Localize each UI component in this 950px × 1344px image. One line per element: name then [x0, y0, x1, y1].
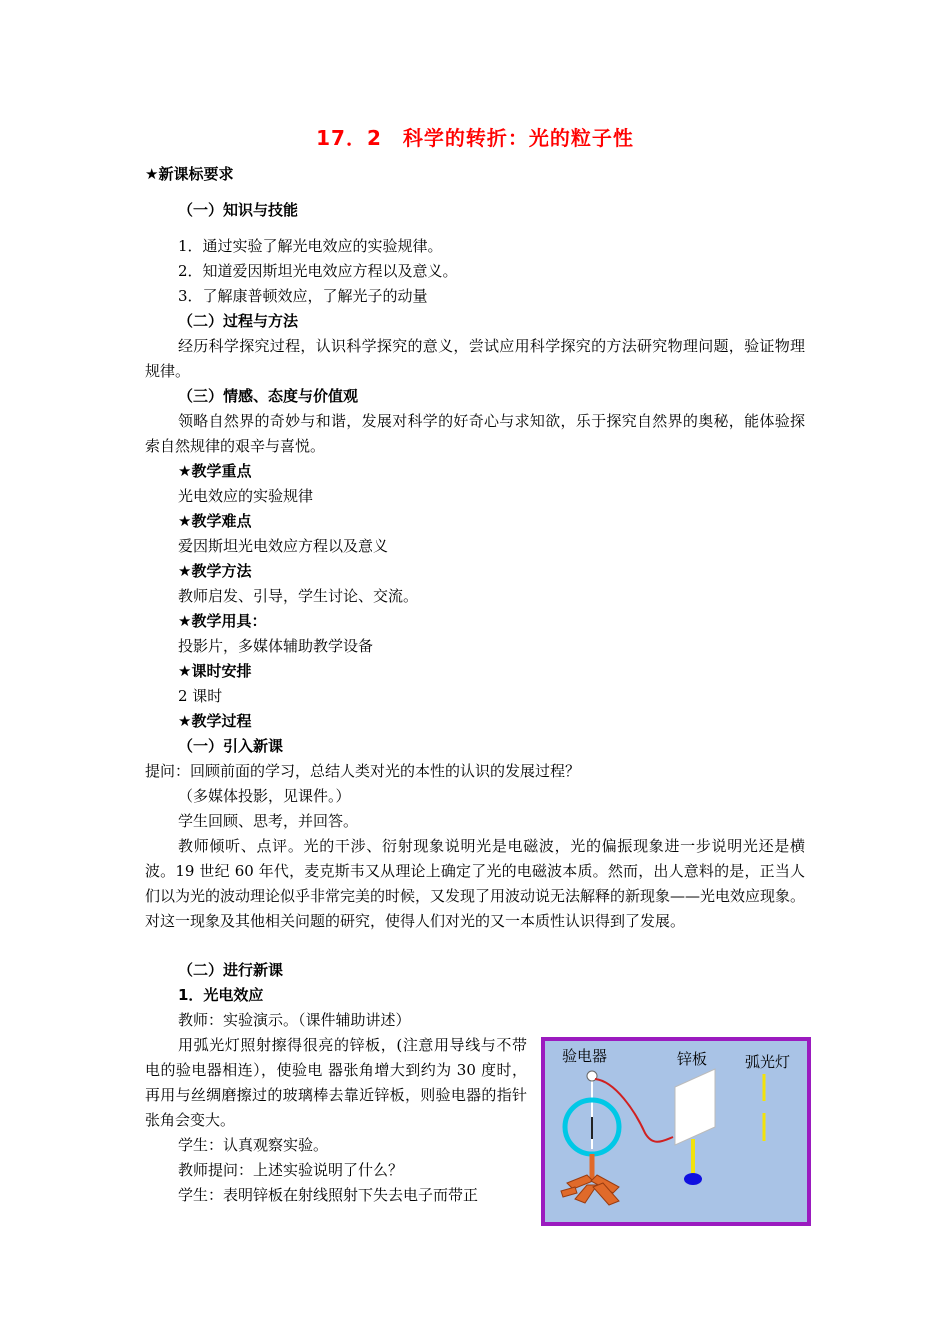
key-point-heading: ★教学重点: [178, 462, 252, 480]
emotion-text: 领略自然界的奇妙与和谐，发展对科学的好奇心与求知欲，乐于探究自然界的奥秘，能体验探索自然规律的艰辛与喜悦。: [145, 412, 805, 455]
intro-note: （多媒体投影，见课件。）: [178, 787, 351, 805]
label-zinc-plate: 锌板: [677, 1050, 708, 1068]
key-point-text: 光电效应的实验规律: [178, 487, 314, 505]
section-new-curriculum: ★新课标要求: [145, 165, 234, 183]
intro-question: 提问：回顾前面的学习，总结人类对光的本性的认识的发展过程？: [145, 762, 581, 780]
student-observe: 学生：认真观察实验。: [178, 1136, 329, 1154]
teacher-ask: 教师提问：上述实验说明了什么？: [178, 1161, 404, 1179]
difficulty-heading: ★教学难点: [178, 512, 252, 530]
method-heading: ★教学方法: [178, 562, 252, 580]
label-electroscope: 验电器: [562, 1047, 608, 1065]
emotion-heading: （三）情感、态度与价值观: [178, 387, 359, 405]
connecting-wire: [595, 1079, 673, 1142]
knowledge-item: 2．知道爱因斯坦光电效应方程以及意义。: [178, 262, 458, 280]
process-heading: （二）过程与方法: [178, 312, 299, 330]
apparatus-drawing: [545, 1041, 807, 1222]
label-arc-lamp: 弧光灯: [745, 1053, 791, 1071]
photoelectric-heading: 1．光电效应: [178, 986, 264, 1004]
page-title: 17．2 科学的转折：光的粒子性: [316, 126, 634, 150]
process-text: 经历科学探究过程，认识科学探究的意义，尝试应用科学探究的方法研究物理问题，验证物理规律。: [145, 337, 805, 380]
zinc-plate: [675, 1069, 715, 1145]
new-lesson-heading: （二）进行新课: [178, 961, 284, 979]
intro-heading: （一）引入新课: [178, 737, 284, 755]
knowledge-heading: （一）知识与技能: [178, 201, 299, 219]
tools-text: 投影片，多媒体辅助教学设备: [178, 637, 374, 655]
schedule-text: 2 课时: [178, 687, 223, 705]
photoelectric-figure: [541, 1037, 811, 1226]
student-answer: 学生：表明锌板在射线照射下失去电子而带正: [178, 1186, 479, 1204]
difficulty-text: 爱因斯坦光电效应方程以及意义: [178, 537, 389, 555]
knowledge-item: 1．通过实验了解光电效应的实验规律。: [178, 237, 443, 255]
intro-student: 学生回顾、思考，并回答。: [178, 812, 359, 830]
intro-teacher: 教师倾听、点评。光的干涉、衍射现象说明光是电磁波，光的偏振现象进一步说明光还是横波。19 世纪 60 年代，麦克斯韦又从理论上确定了光的电磁波本质。然而，出人意料的是，正当人们以为光的波动理论似乎非常完美的时候，又发现了用波动说无法解释的新现象——光电效应现象。对这一现象及其他相关问题的研究，使得人们对光的又一本质性认识得到了发展。: [145, 837, 806, 930]
zinc-plate-base: [684, 1173, 702, 1185]
demo-line: 教师：实验演示。（课件辅助讲述）: [178, 1011, 411, 1029]
procedure-heading: ★教学过程: [178, 712, 252, 730]
knowledge-item: 3．了解康普顿效应，了解光子的动量: [178, 287, 428, 305]
schedule-heading: ★课时安排: [178, 662, 252, 680]
electroscope-base: [561, 1175, 619, 1205]
demo-text: 用弧光灯照射擦得很亮的锌板，(注意用导线与不带电的验电器相连），使验电 器张角增大到约为 30 度时，再用与丝绸磨擦过的玻璃棒去靠近锌板，则验电器的指针张角会变大。: [145, 1036, 527, 1129]
tools-heading: ★教学用具：: [178, 612, 267, 630]
method-text: 教师启发、引导，学生讨论、交流。: [178, 587, 419, 605]
